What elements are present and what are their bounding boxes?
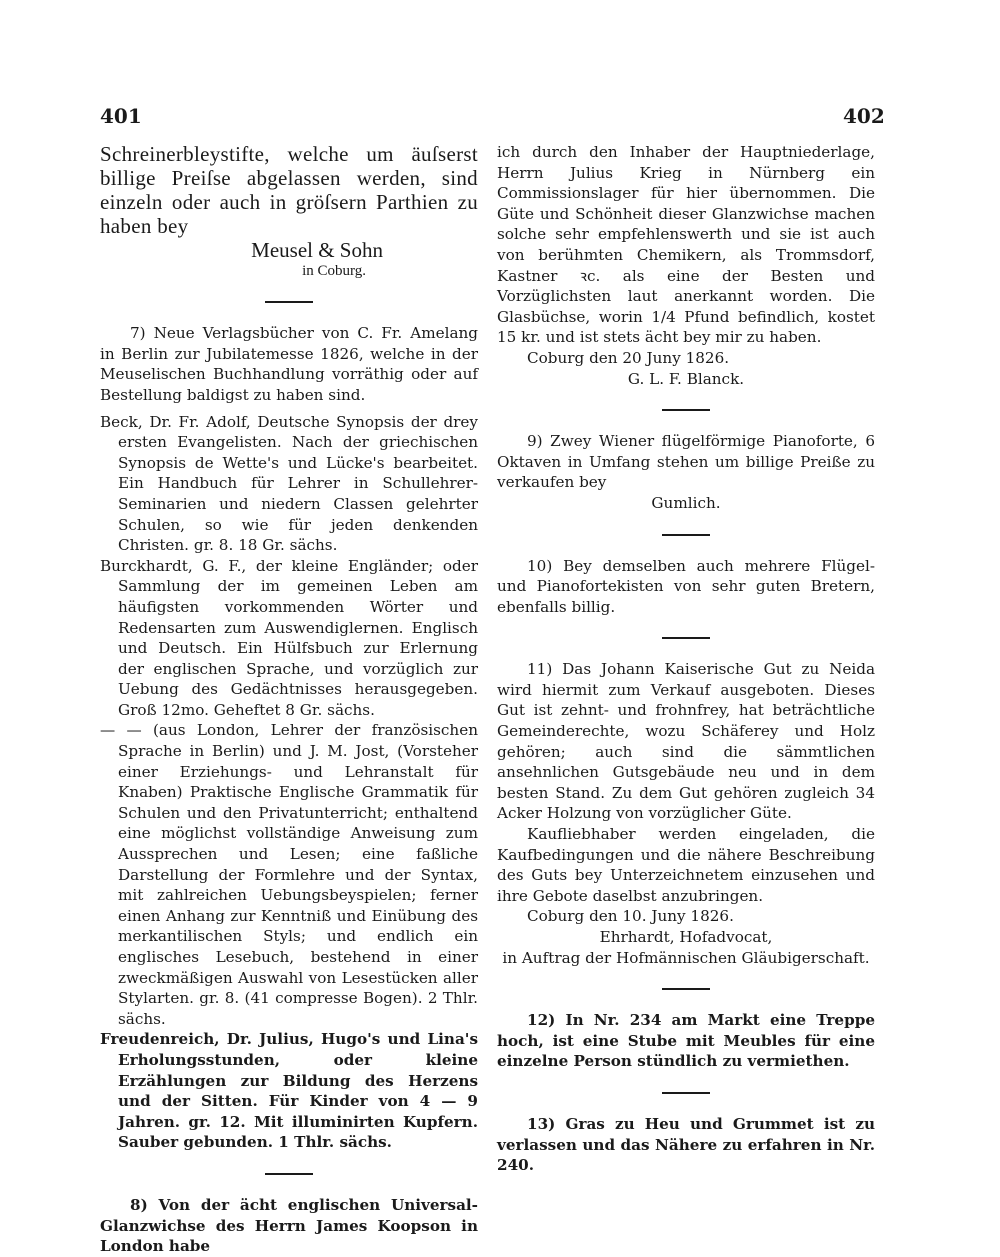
ad-11-text: 11) Das Johann Kaiserische Gut zu Neida wird hiermit zum Verkauf ausgeboten. Dieses Gut ist zehnt- und frohnfrey, hat beträchtliche Gemeinderechte, wozu Schäferey und Holz gehören; auch sind die sämmtlichen ansehnlichen Gutsgebäude neu und in dem besten Stand. Zu dem Gut gehören zugleich 34 Acker Holzung von vorzüglicher Güte.: [497, 660, 875, 823]
book-entry-burckhardt: Burckhardt, G. F., der kleine Engländer; oder Sammlung der im gemeinen Leben am häufigsten vorkommenden Wörter und Redensarten zum Auswendiglernen. Englisch und Deutsch. Ein Hülfsbuch zur Erlernung der englischen Sprache, und vorzüglich zur Uebung des Gedächtnisses herausgegeben. Groß 12mo. Geheftet 8 Gr. sächs.: [100, 556, 478, 719]
firm-place: in Coburg.: [302, 262, 366, 279]
ad-9-signature: Gumlich.: [651, 493, 721, 512]
ad-8-text: 8) Von der ächt englischen Universal-Glanzwichse des Herrn James Koopson in London habe: [100, 1195, 478, 1256]
ad-8-continuation: ich durch den Inhaber der Hauptniederlage, Herrn Julius Krieg in Nürnberg ein Commissionslager für hier übernommen. Die Güte und Schönheit dieser Glanzwichse machen solche sehr empfehlenswerth und sie ist auch von berühmten Chemikern, als Trommsdorf, Kastner ꝛc. als eine der Besten und Vorzüglichsten laut anerkannt worden. Die Glasbüchse, worin 1/4 Pfund befindlich, kostet 15 kr. und ist stets ächt bey mir zu haben.: [497, 143, 875, 347]
ad-11-buyers: Kaufliebhaber werden eingeladen, die Kaufbedingungen und die nähere Beschreibung des Guts bey Unterzeichnetem einzusehen und ihre Gebote daselbst anzubringen.: [497, 825, 875, 905]
ad-13-text: 13) Gras zu Heu und Grummet ist zu verlassen und das Nähere zu erfahren in Nr. 240.: [497, 1114, 875, 1175]
divider-rule: [662, 409, 710, 411]
firm-name: Meusel & Sohn: [251, 238, 383, 262]
right-column: [497, 142, 875, 1176]
divider-rule: [662, 637, 710, 639]
page-number-right: 402: [843, 104, 885, 128]
ad-11-signature: Ehrhardt, Hofadvocat,: [599, 928, 773, 946]
book-entry-beck: Beck, Dr. Fr. Adolf, Deutsche Synopsis der drey ersten Evangelisten. Nach der griechischen Synopsis de Wette's und Lücke's bearbeitet. Ein Handbuch für Lehrer in Schullehrer-Seminarien und niedern Classen gelehrter Schulen, so wie für jeden denkenden Christen. gr. 8. 18 Gr. sächs.: [100, 412, 478, 555]
ad-10-text: 10) Bey demselben auch mehrere Flügel- und Pianofortekisten von sehr guten Bretern, ebenfalls billig.: [497, 556, 875, 616]
divider-rule: [662, 534, 710, 536]
book-entry-freudenreich: Freudenreich, Dr. Julius, Hugo's und Lina's Erholungsstunden, oder kleine Erzählungen zur Bildung des Herzens und der Sitten. Für Kinder von 4 — 9 Jahren. gr. 12. Mit illuminirten Kupfern. Sauber gebunden. 1 Thlr. sächs.: [100, 1030, 478, 1152]
divider-rule: [265, 1173, 313, 1175]
ad-8-date: Coburg den 20 Juny 1826.: [527, 348, 730, 367]
pencil-ad-text: Schreinerbleystifte, welche um äuſserst billige Preiſse abgelassen werden, sind einzeln oder auch in gröſsern Parthien zu haben bey: [100, 142, 478, 238]
book-entry-grammatik: — — (aus London, Lehrer der französischen Sprache in Berlin) und J. M. Jost, (Vorsteher einer Erziehungs- und Lehranstalt für Knaben) Praktische Englische Grammatik für Schulen und den Privatunterricht; enthaltend eine möglichst vollständige Anweisung zum Aussprechen und Lesen; eine faßliche Darstellung der Formlehre und der Syntax, mit zahlreichen Uebungsbeyspielen; ferner einen Anhang zur Kenntniß und Einübung des merkantilischen Styls; und endlich ein englisches Lesebuch, bestehend in einer zweckmäßigen Auswahl von Lesestücken aller Stylarten. gr. 8. (41 compresse Bogen). 2 Thlr. sächs.: [100, 721, 478, 1028]
divider-rule: [662, 988, 710, 990]
ad-11-date: Coburg den 10. Juny 1826.: [527, 907, 734, 926]
ad-11-signature-mandate: in Auftrag der Hofmännischen Gläubigerschaft.: [502, 948, 870, 967]
ad-7-heading: 7) Neue Verlagsbücher von C. Fr. Amelang in Berlin zur Jubilatemesse 1826, welche in der Meuselischen Buchhandlung vorräthig oder auf Bestellung baldigst zu haben sind.: [100, 324, 478, 404]
divider-rule: [662, 1092, 710, 1094]
ad-8-signature: G. L. F. Blanck.: [627, 369, 745, 388]
page-number-left: 401: [100, 104, 142, 128]
divider-rule: [265, 301, 313, 303]
left-column: [100, 142, 478, 1257]
ad-12-text: 12) In Nr. 234 am Markt eine Treppe hoch, ist eine Stube mit Meubles für eine einzelne Person stündlich zu vermiethen.: [497, 1011, 875, 1071]
ad-9-text: 9) Zwey Wiener flügelförmige Pianoforte, 6 Oktaven in Umfang stehen um billige Preiße zu verkaufen bey: [497, 432, 875, 492]
